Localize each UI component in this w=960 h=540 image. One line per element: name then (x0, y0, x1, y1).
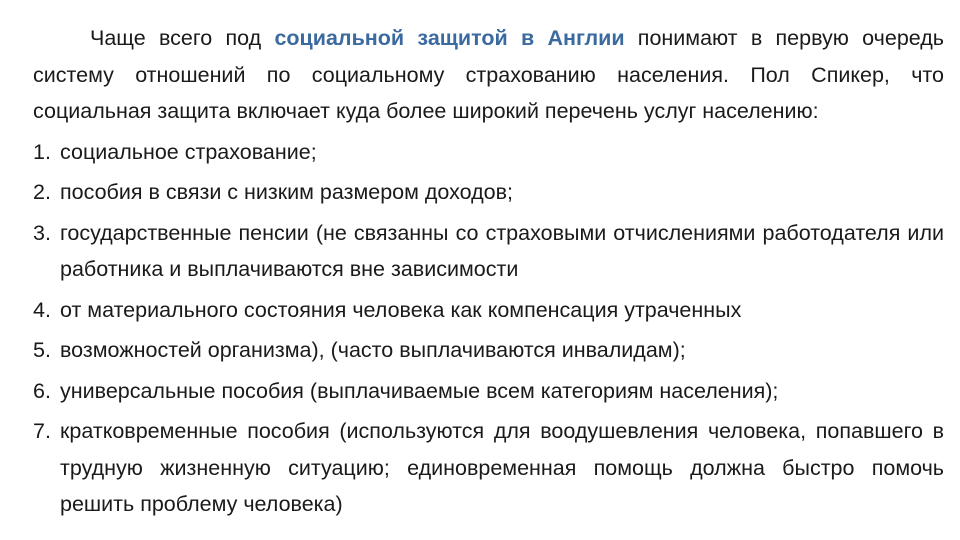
list-item (33, 373, 944, 410)
numbered-list (33, 134, 944, 523)
list-item-number: 6. (33, 378, 51, 403)
list-item-number: 2. (33, 180, 51, 204)
list-item (33, 215, 944, 288)
list-item-text: возможностей организма), (часто выплачиваются инвалидам); (60, 338, 686, 362)
intro-highlight: социальной защитой в Англии (274, 26, 625, 50)
list-item (33, 292, 944, 329)
list-item (33, 174, 944, 211)
list-item (33, 332, 944, 369)
list-item-text: пособия в связи с низким размером доходов; (60, 180, 514, 204)
intro-paragraph (33, 20, 944, 130)
list-item-number: 3. (33, 220, 51, 245)
list-item-number: 4. (33, 297, 51, 322)
list-item (33, 134, 944, 171)
list-item (33, 413, 944, 523)
list-item-text: государственные пенсии (не связанны со страховыми отчислениями работодателя или работника и выплачиваются вне зависимости (60, 220, 944, 281)
list-item-text: универсальные пособия (выплачиваемые всем категориям населения); (60, 378, 779, 403)
list-item-text: социальное страхование; (60, 139, 317, 164)
list-item-text: от материального состояния человека как компенсация утраченных (60, 297, 742, 322)
slide-content (33, 20, 944, 523)
list-item-number: 1. (33, 139, 51, 164)
intro-text-before: Чаще всего под (90, 26, 275, 50)
intro-text-after: понимают в первую очередь систему отношений по социальному страхованию населения. Пол Спикер, что социальная защита включает куда более широкий перечень услуг населению: (33, 26, 945, 123)
list-item-text: кратковременные пособия (используются для воодушевления человека, попавшего в трудную жизненную ситуацию; единовременная помощь должна быстро помочь решить проблему человека) (60, 419, 944, 516)
list-item-number: 5. (33, 338, 51, 362)
list-item-number: 7. (33, 419, 51, 443)
